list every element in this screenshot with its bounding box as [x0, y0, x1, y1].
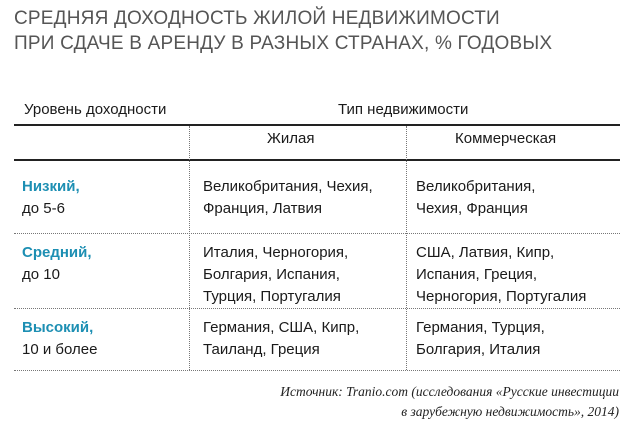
level-range: до 10 — [22, 266, 60, 283]
cell-line: Германия, Турция, — [416, 319, 545, 336]
source-note — [199, 382, 619, 422]
level-medium — [22, 242, 92, 286]
row-divider-2 — [14, 308, 620, 309]
source-line-1: Источник: Tranio.com (исследования «Русские инвестиции — [280, 384, 619, 399]
level-range: 10 и более — [22, 341, 98, 358]
row-divider-1 — [14, 233, 620, 234]
cell-line: Чехия, Франция — [416, 200, 528, 217]
column-divider-1 — [189, 126, 190, 370]
cell-line: Великобритания, Чехия, — [203, 178, 373, 195]
row-divider-3 — [14, 370, 620, 371]
cell-commercial-high — [416, 317, 545, 361]
level-name: Низкий, — [22, 178, 80, 195]
level-high — [22, 317, 97, 361]
header-rule-top — [14, 124, 620, 126]
title-line-2: ПРИ СДАЧЕ В АРЕНДУ В РАЗНЫХ СТРАНАХ, % ГОДОВЫХ — [14, 33, 553, 54]
cell-commercial-low — [416, 176, 535, 220]
column-divider-2 — [406, 126, 407, 370]
cell-line: Великобритания, — [416, 178, 536, 195]
cell-line: Турция, Португалия — [203, 288, 341, 305]
level-name: Высокий, — [22, 319, 94, 336]
header-type: Тип недвижимости — [338, 101, 469, 118]
cell-line: Испания, Греция, — [416, 266, 538, 283]
level-range: до 5-6 — [22, 200, 65, 217]
cell-residential-low — [203, 176, 373, 220]
source-line-2: в зарубежную недвижимость», 2014) — [401, 404, 619, 419]
cell-residential-medium — [203, 242, 348, 308]
level-name: Средний, — [22, 244, 92, 261]
cell-line: Италия, Черногория, — [203, 244, 349, 261]
page-title — [14, 6, 614, 56]
cell-line: Болгария, Испания, — [203, 266, 340, 283]
cell-line: Болгария, Италия — [416, 341, 541, 358]
cell-line: Таиланд, Греция — [203, 341, 320, 358]
cell-residential-high — [203, 317, 359, 361]
cell-line: США, Латвия, Кипр, — [416, 244, 555, 261]
cell-commercial-medium — [416, 242, 586, 308]
header-commercial: Коммерческая — [455, 130, 557, 147]
level-low — [22, 176, 80, 220]
title-line-1: СРЕДНЯЯ ДОХОДНОСТЬ ЖИЛОЙ НЕДВИЖИМОСТИ — [14, 8, 500, 29]
header-residential: Жилая — [267, 130, 315, 147]
yield-table — [14, 96, 620, 370]
cell-line: Германия, США, Кипр, — [203, 319, 360, 336]
cell-line: Черногория, Португалия — [416, 288, 587, 305]
cell-line: Франция, Латвия — [203, 200, 322, 217]
header-rule-bottom — [14, 159, 620, 161]
header-level: Уровень доходности — [24, 101, 167, 118]
